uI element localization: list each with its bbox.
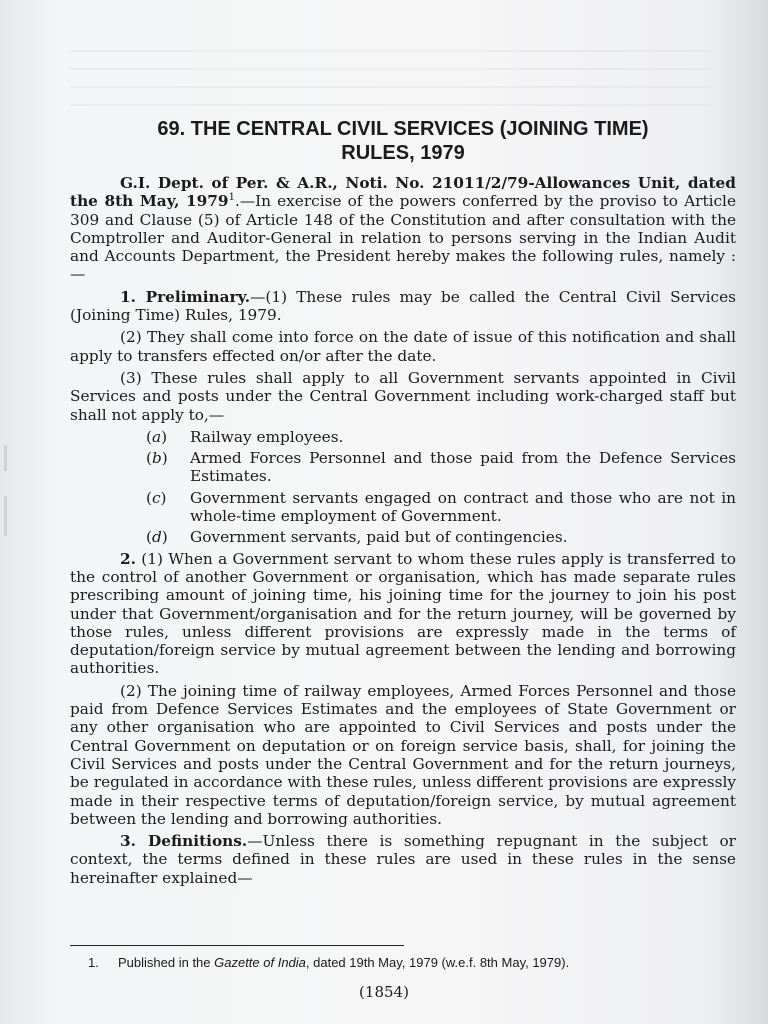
exclusion-item-c [146, 489, 736, 526]
intro-text: .—In exercise of the powers conferred by the proviso to Article 309 and Clause (5) of Article 148 of the Constitution and after consultation with the Comptroller and Auditor-General in relation to persons serving in the Indian Audit and Accounts Department, the President hereby makes the following rules, namely :— [70, 192, 736, 284]
binding-mark [4, 496, 7, 536]
rule-3-paragraph [70, 832, 736, 887]
rule-1-heading: 1. Preliminary. [120, 287, 251, 306]
page-title [70, 117, 736, 165]
item-text: Railway employees. [190, 427, 344, 446]
footnote-divider [70, 945, 404, 946]
exclusion-item-b [146, 449, 736, 486]
footnote [88, 955, 728, 971]
footnote-text-end: , dated 19th May, 1979 (w.e.f. 8th May, 1979). [305, 955, 570, 970]
item-label: (c) [146, 488, 167, 507]
title-line-2: RULES, 1979 [341, 142, 465, 164]
rule-1-paragraph-1 [70, 288, 736, 325]
footnote-number: 1. [88, 955, 99, 970]
rule-1-paragraph-2: (2) They shall come into force on the date of issue of this notification and shall apply to transfers effected on/or after the date. [70, 328, 736, 365]
item-text: Armed Forces Personnel and those paid from the Defence Services Estimates. [190, 449, 736, 486]
rule-2-paragraph-1 [70, 550, 736, 678]
rule-2-text: (1) When a Government servant to whom these rules apply is transferred to the control of another Government or organisation, which has made separate rules prescribing amount of joining time, his joining time for the journey to join his post under that Government/organisation and for the return journey, will be governed by those rules, unless different provisions are expressly made in the terms of deputation/foreign service by mutual agreement between the lending and borrowing authorities. [70, 549, 736, 678]
rule-1-paragraph-3: (3) These rules shall apply to all Government servants appointed in Civil Services and posts under the Central Government including work-charged staff but shall not apply to,— [70, 368, 736, 424]
binding-mark [4, 445, 7, 471]
rule-1-text: —(1) These rules may be called the Central Civil Services (Joining Time) Rules, 1979. [70, 287, 736, 325]
item-label: (a) [146, 427, 168, 446]
item-text: Government servants, paid but of contingencies. [190, 528, 568, 547]
footnote-publication: Gazette of India [214, 955, 306, 970]
document-body [70, 117, 736, 891]
footnote-reference: 1 [228, 192, 235, 204]
rule-2-heading: 2. [120, 549, 136, 568]
bleed-through-text [70, 50, 710, 110]
item-text: Government servants engaged on contract and those who are not in whole-time employment of Government. [190, 488, 736, 526]
page-number: (1854) [359, 983, 409, 1001]
rule-3-heading: 3. Definitions. [120, 832, 248, 851]
rule-2-paragraph-2: (2) The joining time of railway employees, Armed Forces Personnel and those paid from Defence Services Estimates and the employees of State Government or any other organisation who are appointed to Civil Services and posts under the Central Government on deputation or on foreign service basis, shall, for joining the Civil Services and posts under the Central Government and for the return journeys, be regulated in accordance with these rules, unless different provisions are expressly made in their respective terms of deputation/foreign service, by mutual agreement between the lending and borrowing authorities. [70, 681, 736, 828]
item-label: (b) [146, 449, 168, 468]
intro-paragraph [70, 174, 736, 284]
rule-3-text: —Unless there is something repugnant in the subject or context, the terms defined in these rules are used in these rules in the sense hereinafter explained— [70, 832, 736, 887]
title-line-1: 69. THE CENTRAL CIVIL SERVICES (JOINING TIME) [157, 118, 649, 140]
notification-reference: G.I. Dept. of Per. & A.R., Noti. No. 21011/2/79-Allowances Unit, dated the 8th May, 1979 [70, 174, 736, 211]
footnote-text: Published in the [118, 955, 215, 970]
item-label: (d) [146, 528, 168, 547]
exclusion-item-a [146, 428, 736, 446]
exclusion-item-d [146, 528, 736, 546]
